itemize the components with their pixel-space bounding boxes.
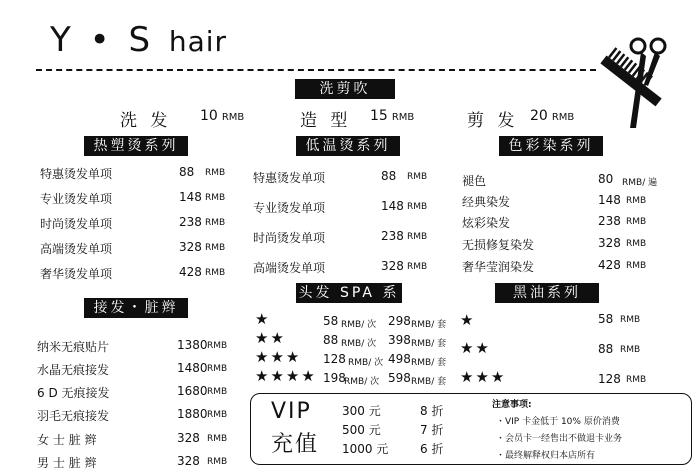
service-name: 剪 发	[467, 111, 519, 131]
unit: RMB	[205, 168, 226, 178]
price: 198	[323, 371, 346, 385]
price: 238	[381, 229, 404, 243]
service-name: 洗 发	[120, 111, 172, 131]
price: 88	[179, 165, 195, 179]
note-item: ・VIP 卡金低于 10% 原价消费	[496, 417, 620, 427]
unit: RMB	[626, 375, 647, 385]
price: 80	[598, 172, 614, 186]
unit: RMB	[626, 239, 647, 249]
list-item: 羽毛无痕接发	[37, 409, 110, 423]
price: 148	[381, 199, 404, 213]
price: 128	[598, 372, 621, 386]
list-item: 专业烫发单项	[40, 192, 113, 206]
price: 428	[598, 258, 621, 272]
unit: RMB/ 套	[411, 358, 447, 368]
comb-scissors-icon	[586, 32, 682, 132]
price: 1880	[177, 407, 208, 421]
price: 328	[177, 454, 200, 468]
price: 328	[598, 236, 621, 250]
unit: RMB	[626, 217, 647, 227]
price: 598	[388, 371, 411, 385]
list-item: 高端烫发单项	[40, 242, 113, 256]
unit: RMB	[207, 387, 228, 397]
list-item: 奢华莹润染发	[462, 260, 535, 274]
section-perm-low: 低温烫系列	[296, 136, 400, 156]
unit: RMB	[207, 364, 228, 374]
price: 88	[323, 333, 339, 347]
vip-title: VIP	[271, 399, 312, 424]
price: 328	[381, 259, 404, 273]
unit: RMB	[407, 232, 428, 242]
price: 238	[598, 214, 621, 228]
list-item: 时尚烫发单项	[253, 231, 326, 245]
price: 88	[598, 342, 614, 356]
price: 398	[388, 333, 411, 347]
price: 128	[323, 352, 346, 366]
section-spa: 头发 SPA 系列	[296, 283, 402, 303]
unit: RMB	[620, 315, 641, 325]
unit: RMB	[205, 268, 226, 278]
vip-discount: 6 折	[420, 442, 444, 456]
price: 328	[179, 240, 202, 254]
price: 148	[598, 193, 621, 207]
unit: RMB	[620, 345, 641, 355]
service-price: 20 RMB	[530, 108, 575, 124]
star-rating-icon: ★	[460, 311, 476, 329]
unit: RMB/ 次	[341, 320, 377, 330]
section-color: 色彩染系列	[499, 136, 603, 156]
price: 1380	[177, 338, 208, 352]
unit: RMB/ 次	[348, 358, 384, 368]
list-item: 褪色	[462, 174, 487, 188]
list-item: 奢华烫发单项	[40, 267, 113, 281]
price: 58	[598, 312, 614, 326]
list-item: 专业烫发单项	[253, 201, 326, 215]
unit: RMB	[407, 172, 428, 182]
star-rating-icon: ★★★	[255, 348, 302, 366]
price: 88	[381, 169, 397, 183]
list-item: 6 D 无痕接发	[37, 386, 110, 400]
price: 1680	[177, 384, 208, 398]
price: 498	[388, 352, 411, 366]
list-item: 特惠烫发单项	[253, 171, 326, 185]
price: 328	[177, 431, 200, 445]
star-rating-icon: ★★★★	[255, 367, 317, 385]
list-item: 炫彩染发	[462, 216, 511, 230]
star-rating-icon: ★★★	[460, 368, 507, 386]
service-price: 15 RMB	[370, 108, 415, 124]
vip-discount: 8 折	[420, 404, 444, 418]
unit: RMB	[407, 202, 428, 212]
unit: RMB	[205, 218, 226, 228]
unit: RMB	[205, 193, 226, 203]
unit: RMB/ 套	[411, 320, 447, 330]
brand-main: Y • S	[50, 20, 155, 60]
price: 1480	[177, 361, 208, 375]
unit: RMB	[207, 341, 228, 351]
list-item: 纳米无痕贴片	[37, 340, 110, 354]
brand-logo	[50, 20, 227, 60]
vip-amount: 1000 元	[342, 442, 389, 456]
section-cut: 洗剪吹	[295, 79, 395, 99]
unit: RMB	[205, 243, 226, 253]
list-item: 特惠烫发单项	[40, 167, 113, 181]
unit: RMB	[626, 196, 647, 206]
list-item: 女 士 脏 辫	[37, 433, 97, 447]
price: 148	[179, 190, 202, 204]
list-item: 经典染发	[462, 195, 511, 209]
star-rating-icon: ★	[255, 310, 271, 328]
service-price: 10 RMB	[200, 108, 245, 124]
vip-amount: 300 元	[342, 404, 381, 418]
section-perm-heat: 热塑烫系列	[84, 136, 188, 156]
unit: RMB/ 次	[344, 377, 380, 387]
price: 428	[179, 265, 202, 279]
unit: RMB	[626, 261, 647, 271]
dashed-divider	[36, 69, 596, 71]
unit: RMB	[207, 457, 228, 467]
vip-discount: 7 折	[420, 423, 444, 437]
note-item: ・会员卡一经售出不做退卡业务	[496, 434, 623, 444]
vip-amount: 500 元	[342, 423, 381, 437]
list-item: 时尚烫发单项	[40, 217, 113, 231]
star-rating-icon: ★★	[460, 339, 491, 357]
notes-title: 注意事项:	[492, 400, 532, 410]
price: 238	[179, 215, 202, 229]
list-item: 无损修复染发	[462, 238, 535, 252]
note-item: ・最终解释权归本店所有	[496, 451, 596, 461]
section-extension: 接发・脏辫	[84, 298, 188, 318]
unit: RMB/ 次	[341, 339, 377, 349]
service-name: 造 型	[300, 111, 352, 131]
price: 298	[388, 314, 411, 328]
list-item: 水晶无痕接发	[37, 363, 110, 377]
brand-hair: hair	[168, 25, 228, 58]
vip-recharge-title: 充值	[271, 432, 320, 457]
star-rating-icon: ★★	[255, 329, 286, 347]
unit: RMB	[207, 410, 228, 420]
list-item: 高端烫发单项	[253, 261, 326, 275]
list-item: 男 士 脏 辫	[37, 456, 97, 470]
unit: RMB	[207, 434, 228, 444]
section-oil: 黑油系列	[495, 283, 599, 303]
unit: RMB	[407, 262, 428, 272]
unit: RMB/ 套	[411, 377, 447, 387]
unit: RMB/ 遍	[622, 178, 658, 188]
price: 58	[323, 314, 339, 328]
unit: RMB/ 套	[411, 339, 447, 349]
